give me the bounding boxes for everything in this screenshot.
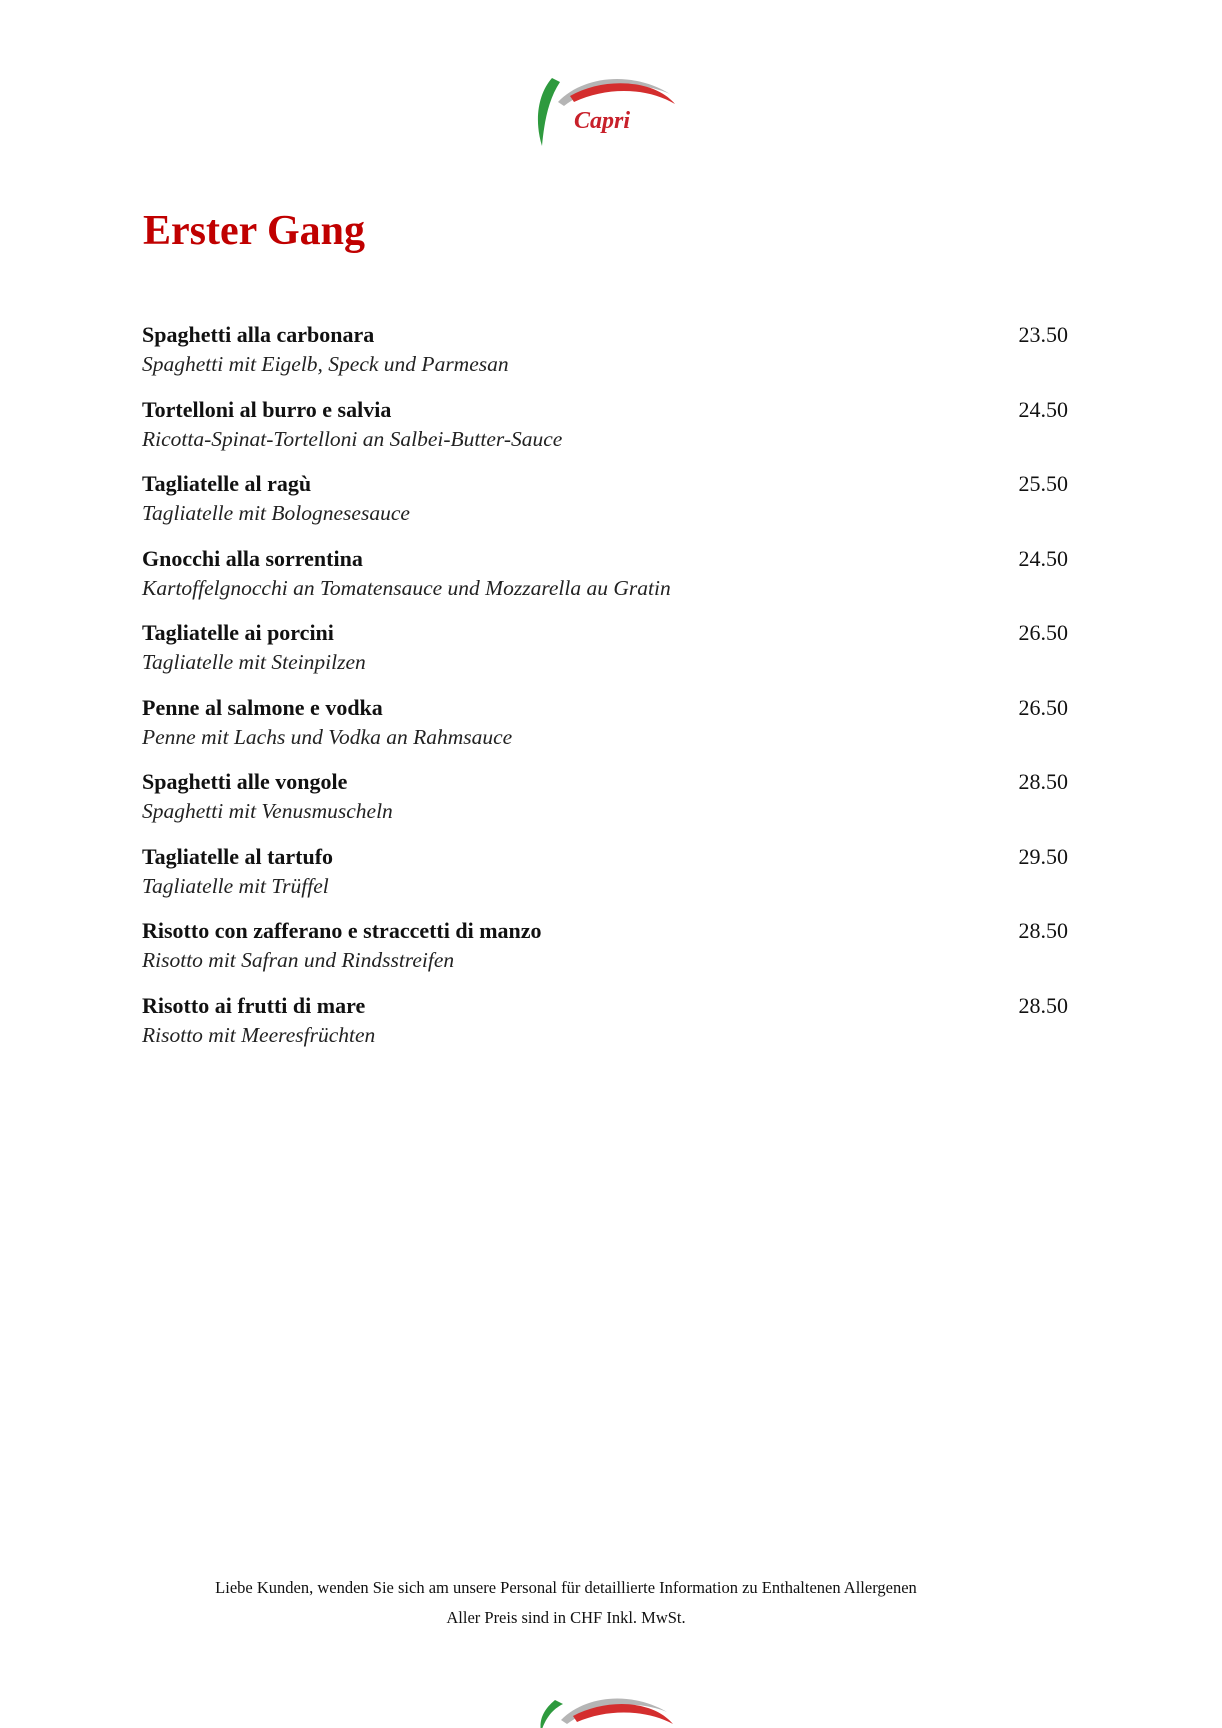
dish-price: 28.50 bbox=[1018, 769, 1068, 794]
dish-description: Risotto mit Meeresfrüchten bbox=[142, 1022, 376, 1047]
dish-description: Spaghetti mit Venusmuscheln bbox=[142, 799, 393, 823]
dish-name: Tagliatelle ai porcini bbox=[142, 620, 334, 645]
dish-price: 25.50 bbox=[1018, 471, 1068, 496]
dish-description: Penne mit Lachs und Vodka an Rahmsauce bbox=[142, 724, 513, 749]
dish-name: Tortelloni al burro e salvia bbox=[142, 396, 392, 422]
dish-description: Tagliatelle mit Bolognesesauce bbox=[142, 501, 410, 525]
price-note: Aller Preis sind in CHF Inkl. MwSt. bbox=[446, 1608, 686, 1627]
menu-item bbox=[142, 318, 1068, 393]
dish-description: Tagliatelle mit Steinpilzen bbox=[142, 650, 366, 674]
dish-name: Spaghetti alla carbonara bbox=[142, 322, 375, 347]
dish-price: 26.50 bbox=[1018, 694, 1068, 720]
dish-price: 26.50 bbox=[1018, 620, 1068, 645]
dish-price: 28.50 bbox=[1018, 918, 1068, 943]
logo-green-swoosh bbox=[538, 78, 560, 146]
allergen-note: Liebe Kunden, wenden Sie sich am unsere Personal für detaillierte Information zu Enthaltenen Allergenen bbox=[215, 1578, 917, 1597]
menu-item bbox=[142, 467, 1068, 542]
dish-name: Risotto ai frutti di mare bbox=[142, 992, 366, 1018]
dish-description: Spaghetti mit Eigelb, Speck und Parmesan bbox=[142, 352, 509, 376]
logo-green-swoosh bbox=[541, 1700, 563, 1728]
menu-item bbox=[142, 616, 1068, 691]
dish-name: Risotto con zafferano e straccetti di manzo bbox=[142, 918, 542, 943]
dish-name: Gnocchi alla sorrentina bbox=[142, 545, 363, 571]
dish-name: Penne al salmone e vodka bbox=[142, 694, 383, 720]
menu-item bbox=[142, 691, 1068, 766]
dish-name: Tagliatelle al ragù bbox=[142, 471, 312, 496]
dish-price: 23.50 bbox=[1018, 322, 1068, 347]
dish-description: Kartoffelgnocchi an Tomatensauce und Mozzarella au Gratin bbox=[142, 575, 671, 600]
capri-logo-bottom bbox=[535, 1692, 675, 1728]
dish-description: Ricotta-Spinat-Tortelloni an Salbei-Butter-Sauce bbox=[142, 426, 563, 451]
dish-description: Risotto mit Safran und Rindsstreifen bbox=[142, 948, 455, 972]
dish-description: Tagliatelle mit Trüffel bbox=[142, 873, 329, 898]
menu-item bbox=[142, 542, 1068, 617]
dish-price: 24.50 bbox=[1018, 545, 1068, 571]
dish-name: Tagliatelle al tartufo bbox=[142, 843, 334, 869]
dish-price: 28.50 bbox=[1018, 992, 1068, 1018]
menu-item bbox=[142, 765, 1068, 840]
menu-item bbox=[142, 989, 1068, 1064]
section-title: Erster Gang bbox=[143, 208, 366, 254]
dish-price: 29.50 bbox=[1018, 843, 1068, 869]
dish-name: Spaghetti alle vongole bbox=[142, 769, 348, 794]
menu-item bbox=[142, 393, 1068, 468]
menu-item bbox=[142, 840, 1068, 915]
capri-logo bbox=[530, 72, 680, 152]
menu-list bbox=[142, 318, 1068, 1063]
logo-wordmark: Capri bbox=[574, 108, 631, 134]
dish-price: 24.50 bbox=[1018, 396, 1068, 422]
menu-item bbox=[142, 914, 1068, 989]
